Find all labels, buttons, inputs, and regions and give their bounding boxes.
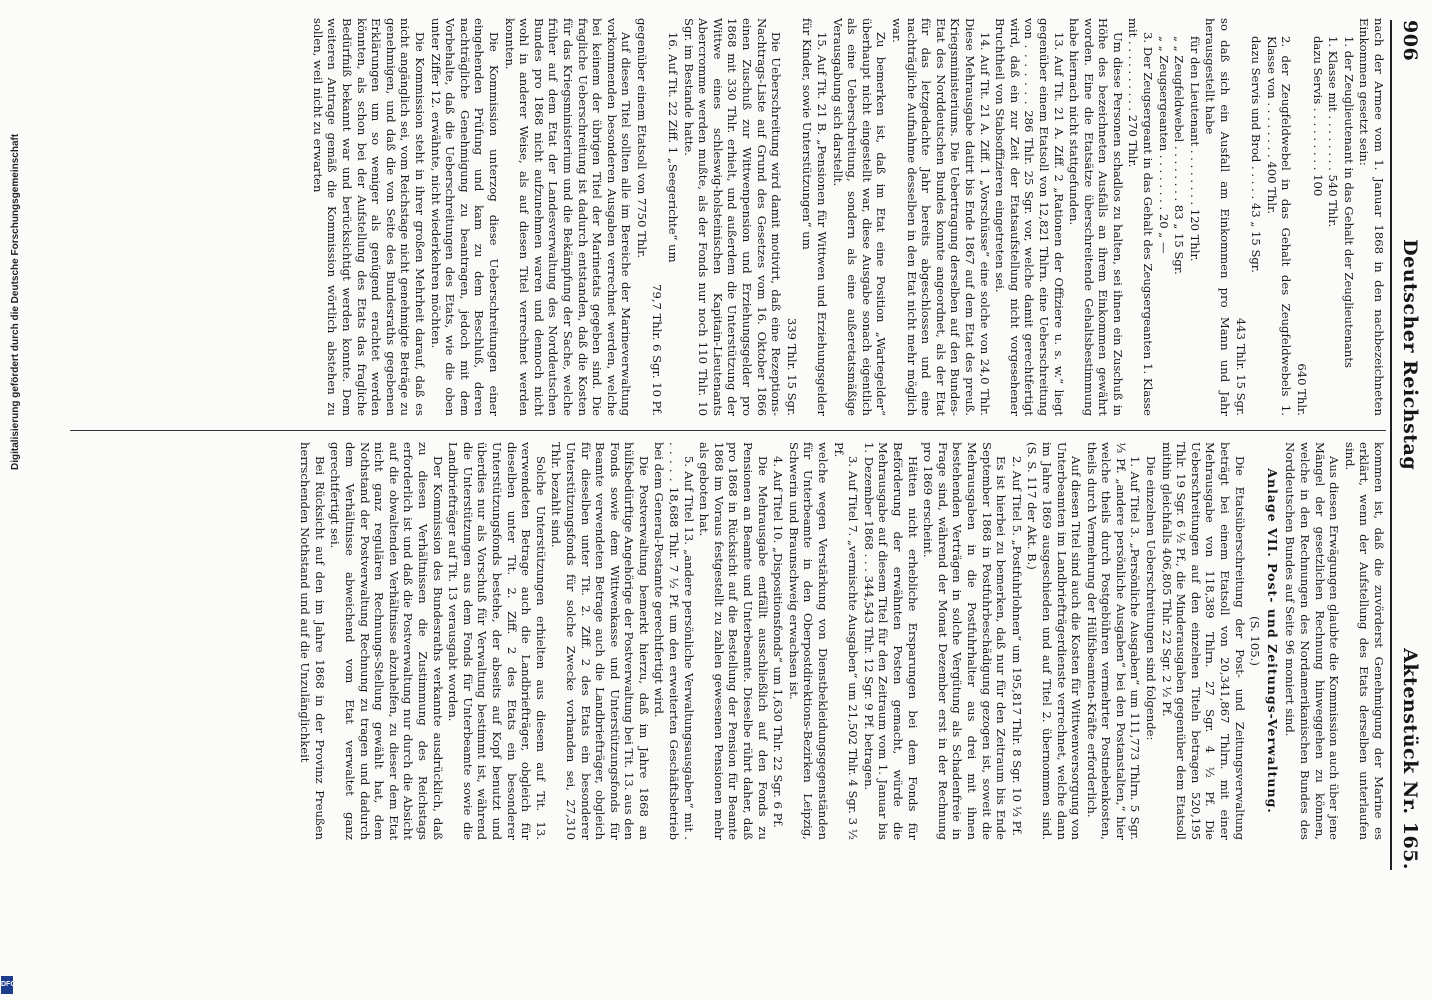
paragraph: „ „ Zeugfeldwebel . . . . . . . . 83 „ 15 Sgr. (1172, 36, 1187, 275)
paragraph: 2. Auf Titel 5. „Postfuhrlohnen“ um 195,817 Thlr. 8 Sgr. 10 ⅓ Pf. (1009, 456, 1024, 837)
digitization-credit: Digitalisierung gefördert durch die Deutsche Forschungsgemeinschaft (10, 133, 21, 470)
left-text-column (70, 18, 1386, 416)
paragraph: Zu bemerken ist, daß im Etat eine Position „Wartegelder“ überhaupt nicht eingestellt war, diese Ausgabe sonach eigentlich als eine Ueberschreitung, sondern als eine außeretatsmäßige Verausgabung sich darstellt. (830, 18, 889, 416)
paragraph: kommen ist, daß die zuvörderst Genehmigung der Marine es erklärt, wenn der Aufstellung des Etats derselben unterlaufen sind. (1342, 442, 1386, 840)
header-rule (1390, 20, 1392, 870)
right-text-column (70, 442, 1386, 840)
paragraph: Bei Rücksicht auf den im Jahre 1868 in der Provinz Preußen herrschenden Nothstand und auf die Unzulänglichkeit (298, 442, 327, 840)
paragraph: 4. Auf Titel 10. „Dispositionsfonds“ um 1,630 Thlr. 22 Sgr. 6 Pf. (771, 456, 786, 828)
paragraph: so daß sich ein Ausfall am Einkommen pro Mann und Jahr herausgestellt habe (1203, 18, 1233, 416)
paragraph: Auf diesen Titel sind auch die Kosten für Wittwenversorgung von Unterbeamten im Landbriefträgerdienste verrechnet, welche dann im Jahre 1869 ausgeschieden und auf Titel 2. übernommen sind. (S. S. 117 der Akt. B.) (1025, 442, 1084, 840)
paragraph: 1. der Zeuglieutenant in das Gehalt der Zeuglieutenants (1341, 36, 1356, 368)
running-title-left: Deutscher Reichstag (1399, 239, 1421, 471)
paragraph: 3. Der Zeugsergeant in das Gehalt des Zeugsergeanten 1. Klasse mit . . . . . . . . . . 270 Thlr. (1126, 18, 1156, 416)
paragraph: Die Kommission steht in ihrer großen Mehrheit darauf, daß es nicht angänglich sei, vom Reichstage nicht genehmigte Beträge zu genehmigen, und daß die von Seite des Bundesraths gegebenen Erklärungen um so weniger als genügend erachtet werden könnten, als schon bei der Aufstellung des Etats das fragliche Bedürfniß bekannt war und berücksichtigt werden konnte. Dem weiteren Antrage gemäß die Kommission wörtlich abstehen zu sollen, weil nicht zu erwarten (310, 18, 427, 416)
paragraph: Die einzelnen Ueberschreitungen sind folgende: (1144, 456, 1159, 741)
paragraph: Solche Unterstützungen erhielten aus diesem auf Tit. 13. verwendeten Betrage auch die Landbriefträger, obgleich für dieselben unter Tit. 2. Ziff. 2 des Etats ein besonderer Unterstützungsfonds bestehe, der abseits auf Kopf benutzt und überdies nur als Vorschuß für Verwaltung bestimmt ist, während die Unterstützungen aus dem Fonds für Unterbeamte sowie die Landbriefträger auf Tit. 13 verausgabt worden. (446, 442, 548, 840)
paragraph: gegenüber einem Etatsoll von 7750 Thlr. (634, 18, 649, 259)
running-title-right: Aktenstück Nr. 165. (1399, 648, 1421, 870)
paragraph: 5. Auf Titel 13. „andere persönliche Verwaltungsausgaben“ mit . . . . . . 18,688 Thlr. 7 ½ Pf. um den erweiterten Geschäftsbetrieb bei dem General-Postamte gerechtfertigt wird. (652, 442, 696, 840)
paragraph: 1. Klasse mit . . . . . . . . 540 Thlr. (1326, 36, 1341, 228)
paragraph: 2. der Zeugfeldwebel in das Gehalt des Zeugfeldwebels 1. Klasse von . . . . . . . . 400 Thlr. (1264, 36, 1294, 416)
paragraph: 3. Auf Titel 7. „vermischte Ausgaben“ um 21,502 Thlr. 4 Sgr. 3 ½ Pf. (831, 442, 861, 840)
paragraph: 443 Thlr. 15 Sgr. (1233, 317, 1248, 416)
paragraph: welche wegen Verstärkung von Dienstbekleidungsgegenständen für Unterbeamte in den Oberpostdirektions-Bezirken Leipzig, Schwerin und Braunschweig erwachsen ist. (786, 442, 831, 840)
paragraph: Die Etatsüberschreitung der Post- und Zeitungsverwaltung beträgt bei einem Etatsoll von 20,341,867 Thlrn. mit einer Mehrausgabe von 118,389 Thlrn. 27 Sgr. 4 ½ Pf. Die Ueberschreitungen auf den einzelnen Titeln betragen 520,195 Thlr. 19 Sgr. 6 ½ Pf., die Minderausgaben gegenüber dem Etatsoll mithin gleichfalls 406,805 Thlr. 22 Sgr. 2 ½ Pf. (1159, 442, 1247, 840)
paragraph: Der Kommission des Bundesraths verkannte ausdrücklich, daß zu diesen Verhältnissen die Zustimmung des Reichstags erforderlich ist und daß die Postverwaltung nur durch die Absicht auf die obwaltenden Verhältnisse abzuhelfen, zu dieser dem Etat nicht ganz regulären Rechnungs-Stellung gewählt hat, dem Nothstand der Postverwaltung Rechnung zu tragen und dadurch dem Verhältnisse abweichend vom Etat verwaltet ganz gerechtfertigt sei. (328, 442, 445, 840)
section-reference: (S. 105.) (1248, 616, 1263, 666)
paragraph: 640 Thlr. (1295, 363, 1310, 416)
paragraph: 14. Auf Tit. 21 A. Ziff. 1 „Vorschüsse“ eine solche von 24,0 Thlr. Diese Mehrausgabe datirt bis Ende 1867 auf dem Etat des preuß. Kriegsministeriums. Die Uebertragung derselben auf den Bundes-Etat des Norddeutschen Bundes konnte angeordnet, als der Etat für das letzgedachte Jahr bereits abgeschlossen und eine nachträgliche Aufnahme desselben in den Etat nicht mehr möglich war. (890, 18, 992, 416)
paragraph: 15. Auf Tit. 21 B. „Pensionen für Wittwen und Erziehungsgelder für Kinder, sowie Unterstützungen“ um (800, 18, 830, 416)
paragraph: Es ist hierbei zu bemerken, daß nur für den Zeitraum bis Ende September 1868 in Postfuhrbeschädigung gezogen ist, soweit die Mehrausgaben in die Postfuhrhalter aus drei mit ihnen bestehenden Verträgen in solche Vergütung als Schadenfreie in Frage sind, während der Monat Dezember erst in der Rechnung pro 1869 erscheint. (921, 442, 1009, 840)
paragraph: 79,7 Thlr. 6 Sgr. 10 Pf. (650, 284, 665, 416)
paragraph: 1. Auf Titel 3. „Persönliche Ausgaben“ um 111,773 Thlrn. 5 Sgr. ⅓ Pf. „andere persönliche Ausgaben“ bei den Postanstalten,“ hier welche theils durch Postgebühren vermehrter Postnebenkosten, theils durch Vermehrung der Hülfsbeamten-Kräfte erforderlich. (1084, 442, 1143, 840)
paragraph: Aus diesen Erwägungen glaubte die Kommission auch über jene Mängel der gesetzlichen Rechnung hinweggehen zu können, welche in den Rechnungen des Nordamerikanischen Bundes des Norddeutschen Bundes auf Seite 96 moniert sind. (1283, 442, 1342, 840)
running-head (1396, 20, 1424, 870)
paragraph: nach der Armee vom 1. Januar 1868 in den nachbezeichneten Einkommen gesetzt sein: (1357, 18, 1386, 416)
paragraph: 16. Auf Tit. 22 Ziff. 1 „Seegerichte“ um (666, 32, 681, 263)
paragraph: Die Postverwaltung bemerkt hierzu, daß im Jahre 1868 an hülfsbedürftige Angehörige der Postverwaltung bei Tit. 13. aus den Fonds sowie dem Wittwenkasse und Unterstützungsfonds für Beamte verwendeten Betrage auch die Landbriefträger, obgleich für dieselben unter Tit. 2. Ziff. 2 des Etats ein besonderer Unterstützungsfonds für solche Zwecke vorhanden sei, 27,310 Thlr. bezahlt sind. (549, 442, 651, 840)
paragraph: 13. Auf Tit. 21 A. Ziff. 2 „Rationen der Offiziere u. s. w.“ liegt gegenüber einem Etatsoll von 12,821 Thlrn. eine Ueberschreitung von . . . . . . . 286 Thlr. 25 Sgr. vor, welche damit gerechtfertigt wird, daß ein zur Zeit der Etatsaufstellung nicht vorgesehener Bruchtheil von Stabsoffizieren eingetreten sei. (993, 18, 1066, 416)
paragraph: Auf diesen Titel sollten alle im Bereiche der Marineverwaltung vorkommenden besonderen Ausgaben verrechnet werden, welche bei keinem der übrigen Titel der Marinetats gegeben sind. Die fragliche Ueberschreitung ist dadurch entstanden, daß die Kosten für das Kriegsministerium und die Bekämpfung der Sache, welche früher auf dem Etat der Landesverwaltung des Norddeutschen Bundes pro 1868 nicht aufzunehmen waren und dennoch nicht wohl in anderer Weise, als auf diesen Titel verrechnet werden konnten. (502, 18, 634, 416)
paragraph: für den Lieutenant . . . . . . . . 120 Thlr. (1187, 36, 1202, 262)
paragraph: Die Ueberschreitung wird damit motivirt, daß eine Rezeptions-Nachtrags-Liste auf Grund des Gesetzes vom 16. Oktober 1866 einen Zuschuß zur Wittwenpension und Erziehungsgelder pro 1868 mit 330 Thlr. erhielt, und außerdem die Unterstützung der Wittwe eines schleswig-holsteinischen Kapitain-Lieutenants Abercromme werden mußte, als der Fonds nur noch 110 Thlr. 10 Sgr. im Bestande hatte. (681, 18, 784, 416)
paragraph: „ „ Zeugsergeanten . . . . . . . . 20 „ — (1156, 36, 1171, 254)
paragraph: Um diese Personen schadlos zu halten, sei ihnen ein Zuschuß in Höhe des bezeichneten Ausfalls an ihrem Einkommen gewährt worden. Eine die Etatsätze überschreitende Gehaltsbestimmung habe hiernach nicht stattgefunden. (1067, 18, 1125, 416)
paragraph: Hätten nicht erhebliche Ersparungen bei dem Fonds für Beförderung der erwähnten Posten gemacht, würde die Mehrausgabe auf diesem Titel für den Zeitraum vom 1. Januar bis 1. Dezember 1868 . . . 344,543 Thlr. 12 Sgr. 9 Pf. betragen. (861, 442, 920, 840)
paragraph: dazu Servis . . . . . . . . . 100 (1310, 36, 1325, 197)
paragraph: dazu Servis und Brod . . . . . 43 „ 15 Sgr. (1249, 36, 1264, 273)
section-heading: Anlage VII. Post- und Zeitungs-Verwaltung. (1264, 468, 1280, 814)
paragraph: Die Mehrausgabe entfällt ausschließlich auf den Fonds zu Pensionen an Beamte und Unterbeamte. Dieselbe rührt daher, daß pro 1868 in Rücksicht auf die Bestellung der Pension für Beamte 1868 im Voraus festgestellt zu zahlen gewesenen Pensionen mehr als geboten hat. (697, 442, 770, 840)
page-number: 906 (1399, 20, 1421, 62)
paragraph: 339 Thlr. 15 Sgr. (784, 317, 799, 416)
paragraph: Die Kommission unterzog diese Ueberschreitungen einer eingehenden Prüfung und kam zu dem Beschluß, deren nachträgliche Genehmigung zu beantragen, jedoch mit dem Vorbehalte, daß die Ueberschreitungen des Etats, wie die oben unter Ziffer 12. erwähnte, nicht wiederkehren möchten. (428, 18, 501, 416)
dfg-logo-icon: DFG (1, 976, 13, 994)
column-divider (70, 430, 1386, 431)
